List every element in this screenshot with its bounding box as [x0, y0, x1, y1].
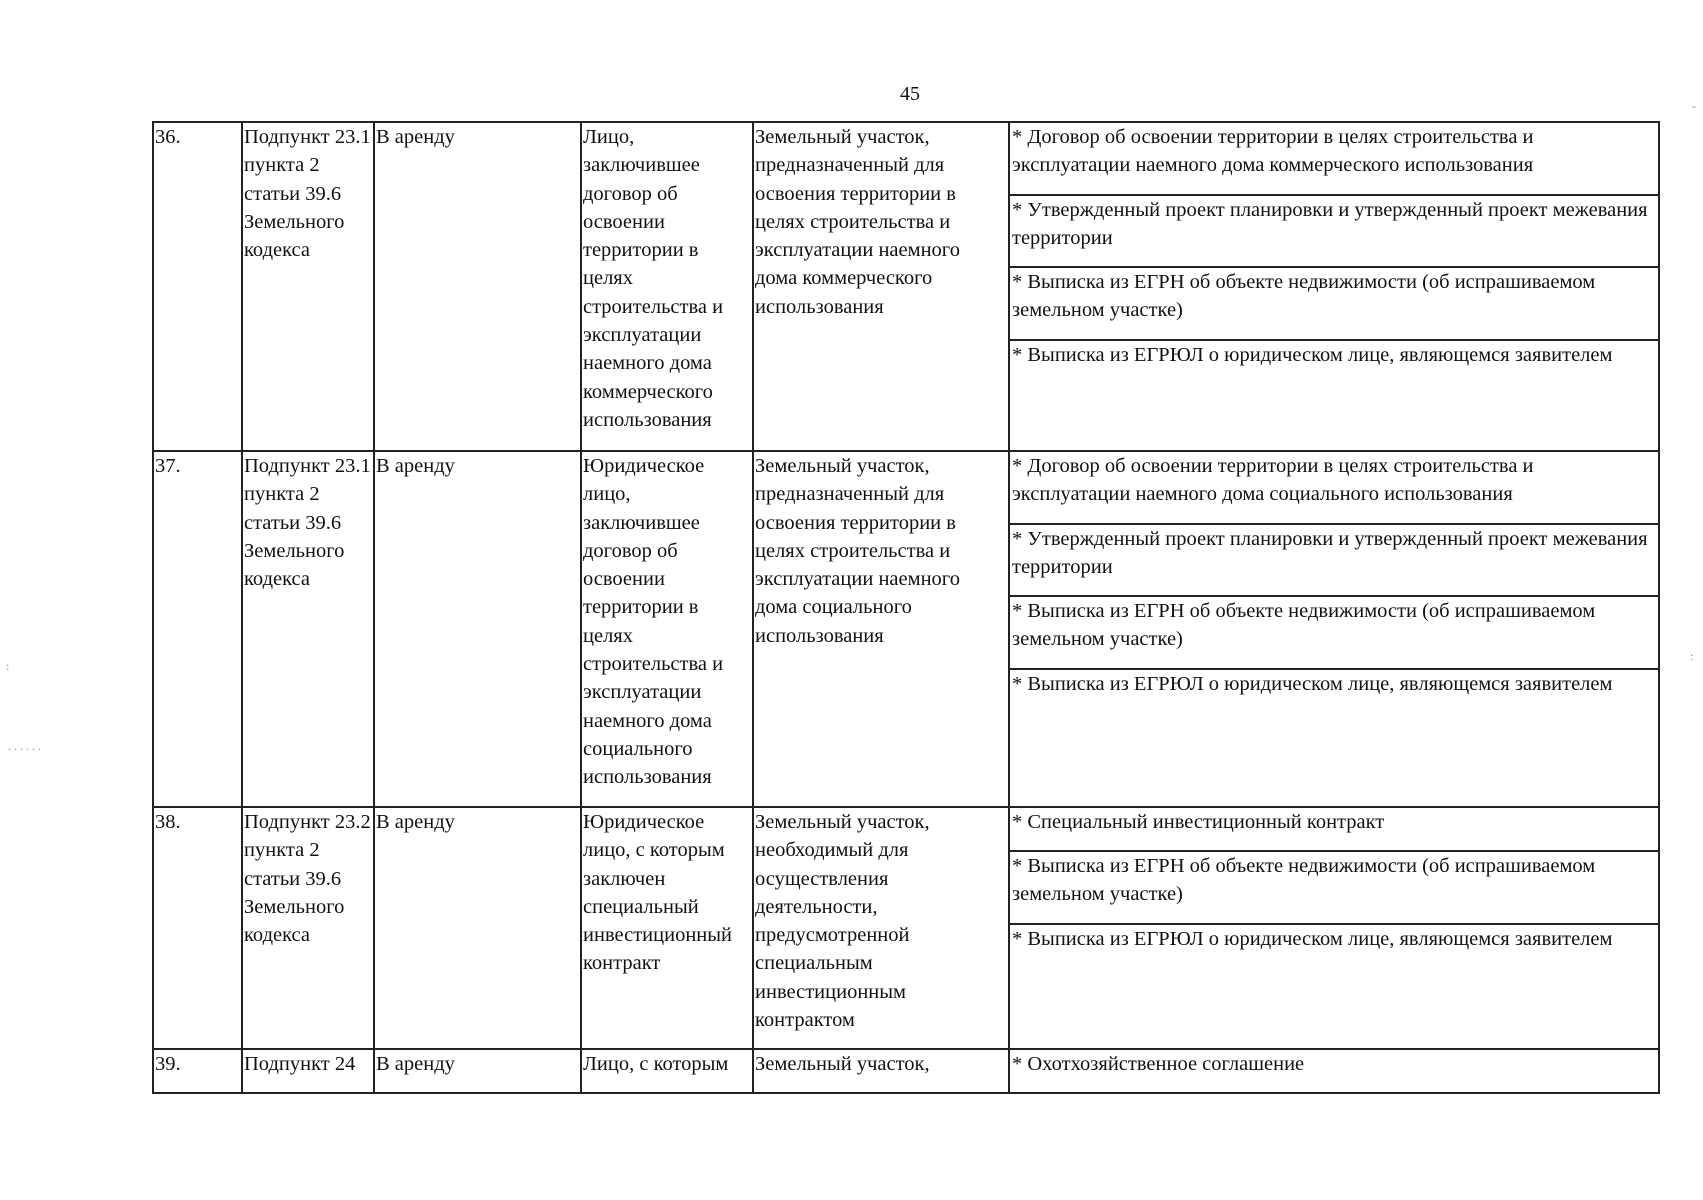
document-item: * Выписка из ЕГРЮЛ о юридическом лице, являющемся заявителем [1012, 344, 1613, 366]
legal-basis: Подпункт 23.1 пункта 2 статьи 39.6 Земельного кодекса [242, 451, 374, 807]
land-parcel: Земельный участок, предназначенный для освоения территории в целях строительства и эксплуатации наемного дома социального использования [753, 451, 1009, 807]
legal-basis: Подпункт 24 [242, 1049, 374, 1093]
scan-speck: : [6, 659, 10, 673]
table-row [153, 451, 1659, 807]
applicant: Лицо, с которым [581, 1049, 753, 1093]
document-item: * Выписка из ЕГРН об объекте недвижимости (об испрашиваемом земельном участке) [1010, 852, 1658, 925]
applicant: Юридическое лицо, с которым заключен специальный инвестиционный контракт [581, 807, 753, 1049]
applicant: Юридическое лицо, заключившее договор об освоении территории в целях строительства и эксплуатации наемного дома социального использования [581, 451, 753, 807]
document-item: * Выписка из ЕГРН об объекте недвижимости (об испрашиваемом земельном участке) [1010, 597, 1658, 670]
page-number: 45 [900, 83, 920, 105]
land-parcel: Земельный участок, предназначенный для освоения территории в целях строительства и эксплуатации наемного дома коммерческого использования [753, 122, 1009, 451]
row-number: 37. [153, 451, 242, 807]
table-row [153, 122, 1659, 451]
scan-speck: : [1690, 649, 1694, 663]
document-item: * Выписка из ЕГРЮЛ о юридическом лице, являющемся заявителем [1012, 673, 1613, 695]
document-item: * Выписка из ЕГРЮЛ о юридическом лице, являющемся заявителем [1012, 928, 1613, 950]
provision-type: В аренду [374, 122, 581, 451]
services-table [152, 121, 1660, 1094]
document-item: * Выписка из ЕГРН об объекте недвижимости (об испрашиваемом земельном участке) [1010, 268, 1658, 341]
row-number: 36. [153, 122, 242, 451]
documents-list [1009, 1049, 1659, 1093]
documents-list [1009, 451, 1659, 807]
documents-list [1009, 122, 1659, 451]
document-item: * Охотхозяйственное соглашение [1012, 1053, 1305, 1075]
scan-speck: - [1692, 99, 1696, 113]
legal-basis: Подпункт 23.2 пункта 2 статьи 39.6 Земельного кодекса [242, 807, 374, 1049]
legal-basis: Подпункт 23.1 пункта 2 статьи 39.6 Земельного кодекса [242, 122, 374, 451]
document-item: * Договор об освоении территории в целях строительства и эксплуатации наемного дома социального использования [1010, 452, 1658, 525]
provision-type: В аренду [374, 807, 581, 1049]
land-parcel: Земельный участок, [753, 1049, 1009, 1093]
provision-type: В аренду [374, 1049, 581, 1093]
provision-type: В аренду [374, 451, 581, 807]
scan-speck: . . . . . . [8, 739, 41, 753]
document-item: * Специальный инвестиционный контракт [1010, 808, 1658, 852]
documents-list [1009, 807, 1659, 1049]
applicant: Лицо, заключившее договор об освоении территории в целях строительства и эксплуатации наемного дома коммерческого использования [581, 122, 753, 451]
table-row [153, 1049, 1659, 1093]
row-number: 38. [153, 807, 242, 1049]
document-item: * Договор об освоении территории в целях строительства и эксплуатации наемного дома коммерческого использования [1010, 123, 1658, 196]
table-row [153, 807, 1659, 1049]
document-item: * Утвержденный проект планировки и утвержденный проект межевания территории [1010, 525, 1658, 597]
document-item: * Утвержденный проект планировки и утвержденный проект межевания территории [1010, 196, 1658, 268]
row-number: 39. [153, 1049, 242, 1093]
land-parcel: Земельный участок, необходимый для осуществления деятельности, предусмотренной специальным инвестиционным контрактом [753, 807, 1009, 1049]
